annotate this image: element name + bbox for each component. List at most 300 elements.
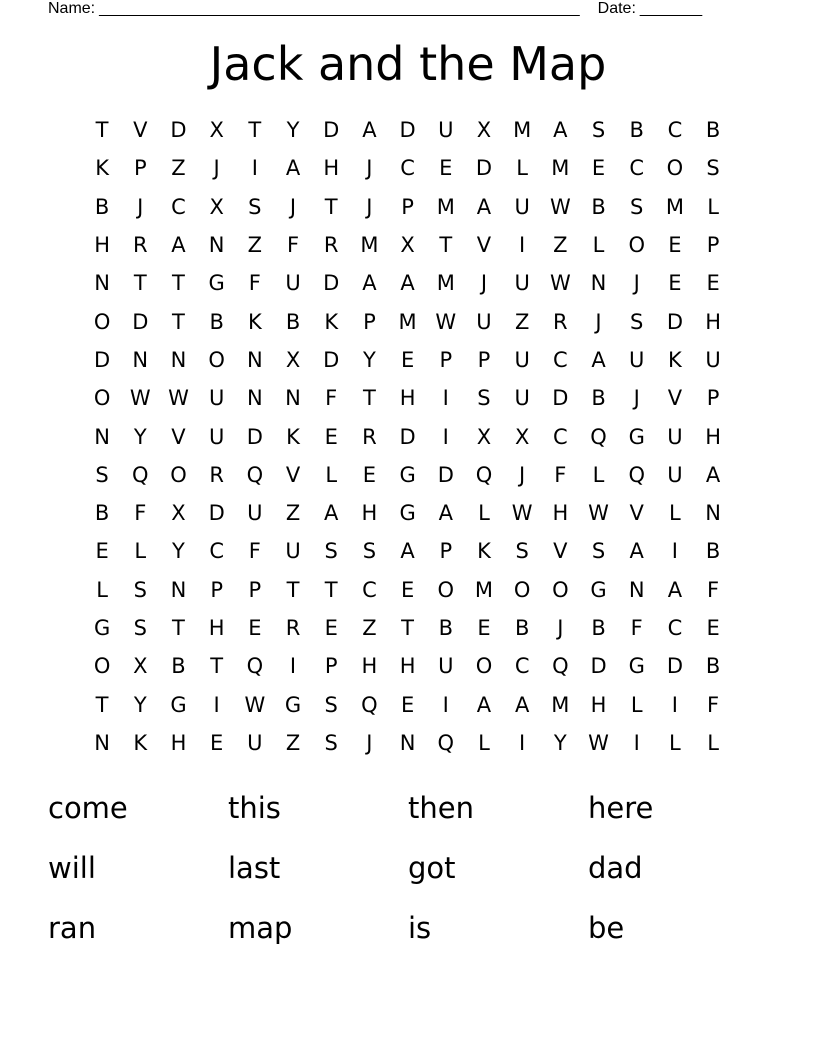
grid-letter: R: [323, 233, 339, 258]
grid-letter: D: [475, 156, 493, 181]
grid-letter: O: [170, 462, 187, 487]
grid-letter: S: [706, 156, 720, 181]
grid-letter: P: [477, 347, 491, 372]
word-bank: [48, 778, 768, 958]
grid-letter: E: [362, 462, 377, 487]
grid-letter: T: [172, 309, 185, 334]
grid-letter: K: [477, 539, 491, 564]
grid-letter: V: [285, 462, 301, 487]
grid-letter: Q: [246, 654, 264, 679]
grid-letter: W: [168, 386, 189, 411]
grid-letter: Q: [132, 462, 149, 487]
grid-letter: N: [246, 347, 263, 372]
grid-letter: L: [478, 501, 490, 526]
grid-letter: N: [285, 386, 301, 411]
grid-letter: D: [170, 118, 187, 143]
grid-letter: U: [629, 347, 645, 372]
grid-letter: V: [553, 539, 568, 564]
grid-letter: H: [705, 424, 721, 449]
grid-letter: Q: [437, 730, 455, 755]
grid-row: [83, 609, 733, 647]
grid-letter: M: [551, 156, 570, 181]
grid-letter: P: [363, 309, 376, 334]
grid-row: [83, 571, 733, 609]
grid-letter: F: [707, 692, 720, 717]
grid-letter: Y: [553, 730, 567, 755]
grid-letter: E: [439, 156, 453, 181]
grid-letter: P: [706, 233, 720, 258]
grid-letter: D: [399, 424, 416, 449]
grid-letter: F: [707, 577, 720, 602]
grid-letter: U: [247, 730, 263, 755]
grid-letter: I: [213, 692, 220, 717]
grid-letter: O: [666, 156, 684, 181]
grid-letter: I: [519, 233, 526, 258]
grid-letter: J: [595, 309, 602, 334]
grid-letter: D: [132, 309, 149, 334]
grid-letter: E: [706, 271, 720, 296]
grid-letter: L: [707, 730, 719, 755]
grid-letter: U: [208, 386, 225, 411]
grid-letter: P: [401, 194, 414, 219]
grid-letter: F: [630, 616, 643, 640]
grid-letter: U: [667, 462, 683, 487]
grid-letter: B: [705, 654, 721, 679]
grid-row: [83, 226, 733, 264]
grid-letter: L: [516, 156, 528, 181]
grid-letter: K: [324, 309, 339, 334]
grid-letter: G: [590, 577, 607, 602]
grid-letter: O: [93, 386, 111, 411]
grid-letter: T: [172, 616, 185, 640]
grid-letter: I: [671, 692, 678, 717]
grid-letter: B: [591, 194, 606, 219]
grid-letter: N: [628, 577, 645, 602]
grid-letter: S: [591, 118, 606, 143]
grid-letter: X: [209, 118, 224, 143]
grid-letter: T: [439, 233, 453, 258]
grid-letter: E: [324, 616, 338, 640]
grid-letter: G: [208, 271, 225, 296]
word-bank-item: map: [228, 911, 293, 945]
grid-letter: Q: [475, 462, 493, 487]
grid-letter: J: [519, 462, 526, 487]
grid-letter: D: [590, 654, 607, 679]
grid-letter: X: [476, 424, 492, 449]
letter-grid: [83, 111, 733, 762]
grid-letter: R: [285, 616, 301, 640]
grid-letter: S: [515, 539, 529, 564]
name-blank: ______________________________________________________: [99, 0, 580, 17]
grid-letter: X: [514, 424, 530, 449]
grid-letter: Z: [285, 501, 301, 526]
grid-letter: F: [325, 386, 338, 411]
grid-row: [83, 532, 733, 570]
grid-letter: E: [668, 271, 682, 296]
grid-letter: D: [666, 309, 683, 334]
grid-letter: E: [400, 577, 415, 602]
grid-letter: T: [95, 118, 109, 143]
grid-letter: X: [133, 654, 148, 679]
grid-letter: W: [588, 501, 609, 526]
grid-letter: B: [705, 118, 721, 143]
grid-letter: Q: [552, 654, 569, 679]
grid-letter: L: [325, 462, 338, 487]
grid-letter: W: [435, 309, 457, 334]
grid-letter: G: [399, 501, 416, 526]
grid-letter: N: [170, 347, 187, 372]
grid-letter: H: [399, 654, 416, 679]
grid-letter: E: [210, 730, 224, 755]
grid-letter: O: [93, 654, 111, 679]
grid-letter: K: [286, 424, 300, 449]
grid-letter: P: [210, 577, 223, 602]
grid-letter: U: [247, 501, 263, 526]
grid-letter: U: [285, 271, 301, 296]
grid-letter: J: [480, 271, 488, 296]
word-bank-item: is: [408, 911, 432, 945]
grid-letter: B: [285, 309, 301, 334]
grid-letter: B: [171, 654, 186, 679]
grid-letter: B: [94, 194, 110, 219]
grid-letter: C: [362, 577, 377, 602]
grid-letter: Q: [590, 424, 607, 449]
grid-letter: M: [436, 194, 455, 219]
grid-letter: X: [209, 194, 224, 219]
grid-letter: O: [93, 309, 111, 334]
grid-letter: N: [399, 730, 416, 755]
grid-letter: I: [442, 692, 449, 717]
grid-letter: X: [285, 347, 301, 372]
grid-letter: D: [552, 386, 569, 411]
grid-row: [83, 685, 733, 723]
grid-letter: I: [519, 730, 526, 755]
grid-letter: U: [514, 347, 530, 372]
word-bank-item: last: [228, 851, 281, 885]
grid-letter: S: [324, 730, 338, 755]
grid-letter: W: [244, 692, 266, 717]
grid-letter: H: [323, 156, 340, 181]
grid-letter: G: [399, 462, 416, 487]
grid-letter: U: [438, 118, 454, 143]
grid-letter: G: [628, 424, 645, 449]
grid-letter: S: [362, 539, 377, 564]
grid-letter: A: [553, 118, 568, 143]
grid-letter: N: [590, 271, 607, 296]
grid-letter: U: [285, 539, 301, 564]
grid-letter: A: [171, 233, 186, 258]
grid-letter: A: [476, 692, 492, 717]
grid-letter: N: [170, 577, 187, 602]
grid-letter: W: [549, 271, 571, 296]
grid-letter: R: [209, 462, 224, 487]
grid-letter: A: [400, 271, 415, 296]
grid-letter: T: [324, 577, 338, 602]
grid-letter: Q: [628, 462, 645, 487]
grid-letter: S: [248, 194, 262, 219]
grid-letter: E: [400, 347, 415, 372]
header-line: [48, 0, 748, 20]
grid-letter: A: [629, 539, 644, 564]
word-bank-row: [48, 778, 768, 838]
grid-letter: C: [400, 156, 415, 181]
grid-letter: Y: [286, 118, 300, 143]
word-bank-item: then: [408, 791, 474, 825]
grid-letter: L: [96, 577, 108, 602]
grid-letter: B: [94, 501, 110, 526]
grid-row: [83, 341, 733, 379]
grid-letter: D: [208, 501, 225, 526]
grid-letter: C: [514, 654, 530, 679]
grid-letter: S: [324, 539, 338, 564]
grid-letter: A: [400, 539, 415, 564]
grid-letter: B: [591, 616, 606, 640]
grid-letter: I: [251, 156, 258, 181]
grid-row: [83, 302, 733, 340]
grid-letter: C: [553, 347, 568, 372]
page-title: Jack and the Map: [209, 37, 607, 91]
grid-letter: W: [588, 730, 609, 755]
grid-letter: Q: [246, 462, 264, 487]
grid-letter: Z: [514, 309, 530, 334]
grid-letter: G: [170, 692, 187, 717]
grid-letter: S: [630, 194, 644, 219]
grid-letter: C: [667, 616, 683, 640]
grid-letter: S: [591, 539, 606, 564]
grid-letter: R: [553, 309, 568, 334]
grid-letter: T: [133, 271, 147, 296]
grid-letter: T: [362, 386, 376, 411]
grid-letter: T: [286, 577, 300, 602]
grid-letter: C: [553, 424, 568, 449]
grid-row: [83, 647, 733, 685]
grid-letter: N: [94, 730, 110, 755]
grid-letter: C: [629, 156, 645, 181]
word-bank-item: will: [48, 851, 96, 885]
grid-letter: A: [705, 462, 721, 487]
grid-row: [83, 494, 733, 532]
grid-letter: T: [95, 692, 109, 717]
grid-letter: M: [398, 309, 417, 334]
grid-letter: J: [366, 730, 373, 755]
grid-letter: V: [171, 424, 186, 449]
grid-letter: D: [399, 118, 416, 143]
grid-row: [83, 724, 733, 762]
grid-letter: Y: [362, 347, 376, 372]
grid-letter: K: [133, 730, 148, 755]
grid-letter: F: [248, 539, 261, 564]
grid-letter: M: [665, 194, 684, 219]
grid-letter: U: [514, 386, 530, 411]
grid-letter: V: [629, 501, 644, 526]
grid-letter: J: [366, 156, 373, 181]
date-label: Date:: [597, 0, 636, 17]
grid-letter: L: [478, 730, 490, 755]
grid-letter: N: [132, 347, 149, 372]
grid-letter: C: [171, 194, 186, 219]
grid-letter: G: [93, 616, 111, 640]
grid-letter: H: [170, 730, 187, 755]
grid-row: [83, 188, 733, 226]
grid-letter: U: [667, 424, 683, 449]
grid-letter: L: [669, 501, 681, 526]
grid-letter: T: [248, 118, 262, 143]
grid-row: [83, 264, 733, 302]
grid-letter: A: [285, 156, 301, 181]
grid-letter: E: [248, 616, 262, 640]
grid-letter: T: [210, 654, 224, 679]
word-bank-item: this: [228, 791, 281, 825]
grid-letter: H: [361, 654, 378, 679]
grid-letter: I: [633, 730, 640, 755]
grid-letter: K: [247, 309, 262, 334]
word-bank-item: here: [588, 791, 654, 825]
grid-letter: A: [324, 501, 339, 526]
grid-letter: M: [436, 271, 455, 296]
grid-row: [83, 417, 733, 455]
grid-letter: D: [246, 424, 263, 449]
grid-letter: S: [324, 692, 338, 717]
grid-letter: H: [94, 233, 110, 258]
name-label: Name:: [48, 0, 96, 17]
grid-letter: E: [706, 616, 720, 640]
grid-letter: H: [361, 501, 378, 526]
grid-letter: H: [208, 616, 225, 640]
grid-letter: G: [628, 654, 645, 679]
grid-letter: F: [134, 501, 147, 526]
grid-letter: R: [362, 424, 377, 449]
grid-letter: R: [132, 233, 148, 258]
grid-letter: U: [514, 194, 530, 219]
word-bank-row: [48, 898, 768, 958]
word-bank-item: got: [408, 851, 456, 885]
grid-letter: U: [438, 654, 454, 679]
grid-letter: N: [246, 386, 263, 411]
grid-letter: N: [705, 501, 721, 526]
grid-letter: G: [284, 692, 302, 717]
grid-letter: B: [438, 616, 453, 640]
grid-letter: U: [476, 309, 492, 334]
grid-letter: X: [400, 233, 415, 258]
grid-letter: D: [323, 347, 340, 372]
grid-letter: Q: [361, 692, 378, 717]
grid-letter: K: [668, 347, 682, 372]
grid-row: [83, 111, 733, 149]
grid-letter: Y: [133, 424, 147, 449]
grid-row: [83, 149, 733, 187]
grid-letter: A: [591, 347, 606, 372]
grid-letter: E: [95, 539, 109, 564]
grid-letter: A: [667, 577, 683, 602]
grid-letter: L: [592, 462, 605, 487]
grid-letter: C: [667, 118, 683, 143]
grid-letter: J: [633, 271, 640, 296]
grid-letter: O: [628, 233, 645, 258]
grid-letter: S: [630, 309, 644, 334]
grid-letter: O: [208, 347, 225, 372]
grid-letter: L: [630, 692, 643, 717]
grid-letter: Y: [172, 539, 185, 564]
word-bank-item: come: [48, 791, 128, 825]
grid-letter: X: [171, 501, 186, 526]
word-bank-item: be: [588, 911, 625, 945]
grid-letter: I: [289, 654, 297, 679]
grid-letter: J: [557, 616, 564, 640]
grid-letter: E: [477, 616, 491, 640]
grid-letter: D: [666, 654, 683, 679]
grid-letter: D: [323, 118, 340, 143]
grid-letter: L: [707, 194, 719, 219]
grid-letter: X: [476, 118, 492, 143]
grid-letter: C: [209, 539, 224, 564]
grid-letter: B: [629, 118, 644, 143]
grid-letter: A: [438, 501, 453, 526]
grid-letter: O: [552, 577, 569, 602]
grid-letter: J: [213, 156, 220, 181]
grid-letter: B: [514, 616, 530, 640]
grid-letter: M: [360, 233, 379, 258]
grid-letter: P: [248, 577, 262, 602]
grid-row: [83, 456, 733, 494]
grid-letter: F: [286, 233, 300, 258]
grid-letter: B: [591, 386, 606, 411]
grid-letter: A: [362, 271, 377, 296]
grid-letter: E: [400, 692, 415, 717]
grid-letter: P: [439, 347, 453, 372]
grid-letter: V: [476, 233, 492, 258]
grid-letter: B: [209, 309, 224, 334]
grid-letter: J: [289, 194, 297, 219]
grid-letter: O: [513, 577, 531, 602]
grid-letter: J: [137, 194, 144, 219]
grid-letter: D: [437, 462, 454, 487]
grid-letter: J: [366, 194, 373, 219]
grid-letter: L: [134, 539, 147, 564]
grid-letter: U: [208, 424, 225, 449]
grid-row: [83, 379, 733, 417]
grid-letter: N: [94, 271, 110, 296]
grid-letter: P: [439, 539, 453, 564]
grid-letter: A: [362, 118, 377, 143]
grid-letter: W: [511, 501, 533, 526]
grid-letter: U: [705, 347, 721, 372]
grid-letter: I: [442, 386, 449, 411]
grid-letter: M: [474, 577, 494, 602]
date-blank: _______: [639, 0, 703, 17]
grid-letter: I: [442, 424, 449, 449]
grid-letter: A: [476, 194, 492, 219]
grid-letter: F: [554, 462, 567, 487]
grid-letter: L: [669, 730, 681, 755]
grid-letter: S: [95, 462, 109, 487]
grid-letter: I: [671, 539, 678, 564]
grid-letter: P: [706, 386, 720, 411]
grid-letter: Z: [553, 233, 568, 258]
grid-letter: Z: [171, 156, 186, 181]
grid-letter: M: [513, 118, 532, 143]
grid-letter: H: [590, 692, 607, 717]
grid-letter: J: [633, 386, 640, 411]
word-bank-row: [48, 838, 768, 898]
grid-letter: A: [514, 692, 530, 717]
grid-letter: E: [324, 424, 338, 449]
grid-letter: U: [514, 271, 530, 296]
grid-letter: O: [437, 577, 455, 602]
grid-letter: Z: [285, 730, 301, 755]
grid-letter: M: [551, 692, 570, 717]
grid-letter: H: [705, 309, 721, 334]
grid-letter: K: [95, 156, 109, 181]
